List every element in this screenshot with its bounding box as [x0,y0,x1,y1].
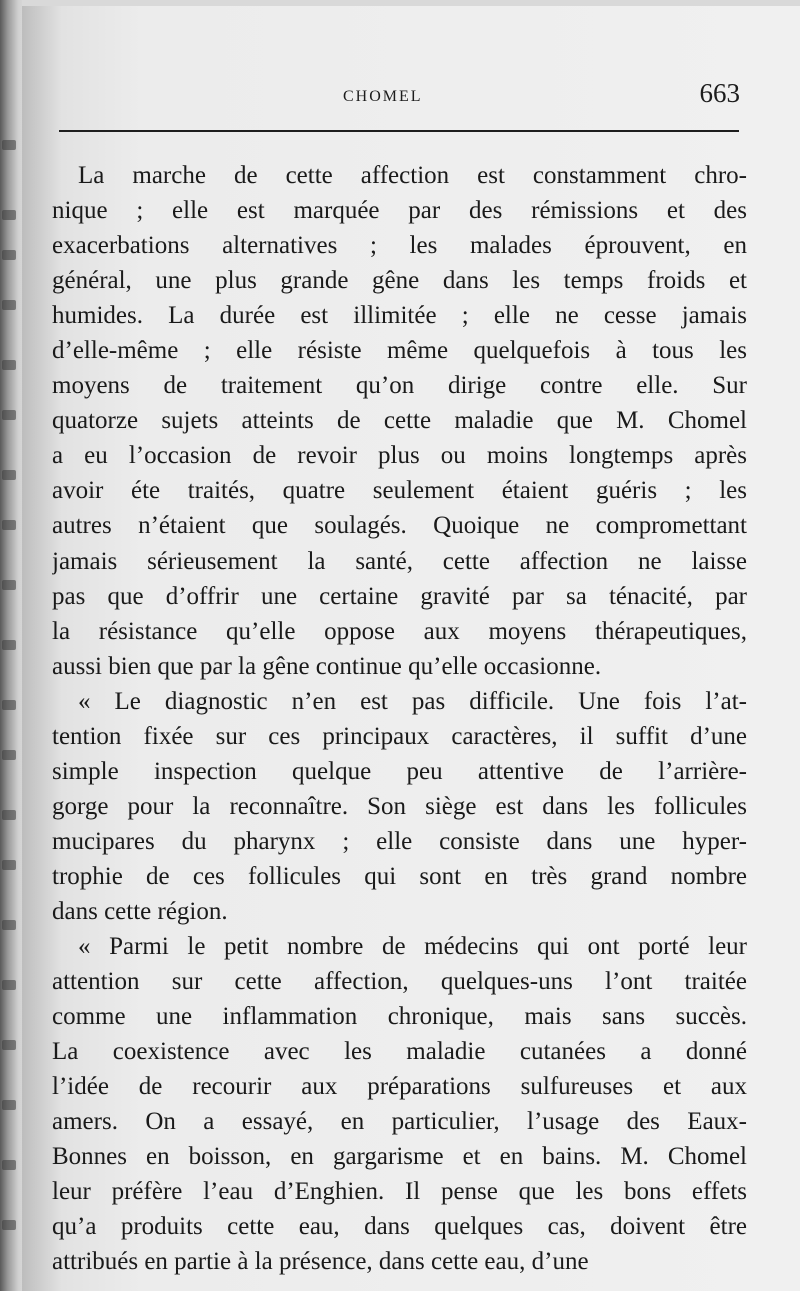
text-line: « Le diagnostic n’en est pas difficile. Une fois l’at- [78,687,747,715]
text-line: d’elle-même ; elle résiste même quelquefois à tous les [52,337,747,365]
text-line: qu’a produits cette eau, dans quelques cas, doivent être [52,1213,747,1241]
text-line: l’idée de recourir aux préparations sulfureuses et aux [52,1073,747,1101]
text-line: gorge pour la reconnaître. Son siège est dans les follicules [52,792,747,820]
text-line: pas que d’offrir une certaine gravité par sa ténacité, par [52,582,747,610]
text-line: moyens de traitement qu’on dirige contre elle. Sur [52,372,747,400]
text-line: trophie de ces follicules qui sont en très grand nombre [52,862,747,890]
text-line: « Parmi le petit nombre de médecins qui ont porté leur [78,933,747,961]
facing-page-fragments [0,140,22,1270]
text-line: nique ; elle est marquée par des rémissions et des [52,197,747,225]
text-line: quatorze sujets atteints de cette maladie que M. Chomel [52,407,747,435]
text-line: leur préfère l’eau d’Enghien. Il pense que les bons effets [52,1178,747,1206]
text-line: exacerbations alternatives ; les malades éprouvent, en [52,232,747,260]
text-line: La marche de cette affection est constamment chro- [78,162,747,189]
page-number: 663 [699,78,740,108]
text-line: a eu l’occasion de revoir plus ou moins longtemps après [52,442,747,470]
text-line: dans cette région. [52,897,228,925]
text-line: Bonnes en boisson, en gargarisme et en bains. M. Chomel [52,1143,747,1171]
text-line: la résistance qu’elle oppose aux moyens thérapeutiques, [52,617,747,645]
paragraph [52,684,747,929]
paragraph [52,929,747,1279]
running-head [40,78,740,114]
text-line: simple inspection quelque peu attentive de l’arrière- [52,757,747,785]
book-gutter [0,0,22,1291]
paragraph [52,158,747,684]
text-line: général, une plus grande gêne dans les temps froids et [52,267,747,295]
text-line: jamais sérieusement la santé, cette affection ne laisse [52,547,747,575]
text-line: tention fixée sur ces principaux caractères, il suffit d’une [52,722,747,750]
header-rule [59,130,739,132]
text-line: humides. La durée est illimitée ; elle ne cesse jamais [52,302,747,330]
text-line: attention sur cette affection, quelques-uns l’ont traitée [52,968,747,996]
text-line: avoir éte traités, quatre seulement étaient guéris ; les [52,477,747,505]
running-title: CHOMEL [343,88,423,105]
text-line: attribués en partie à la présence, dans cette eau, d’une [52,1248,589,1276]
text-line: autres n’étaient que soulagés. Quoique ne compromettant [52,512,747,540]
text-line: La coexistence avec les maladie cutanées a donné [52,1038,747,1066]
text-line: aussi bien que par la gêne continue qu’elle occasionne. [52,652,602,680]
text-line: amers. On a essayé, en particulier, l’usage des Eaux- [52,1108,747,1136]
text-line: comme une inflammation chronique, mais sans succès. [52,1003,747,1031]
body-text [52,158,747,1280]
text-line: mucipares du pharynx ; elle consiste dans une hyper- [52,827,747,855]
